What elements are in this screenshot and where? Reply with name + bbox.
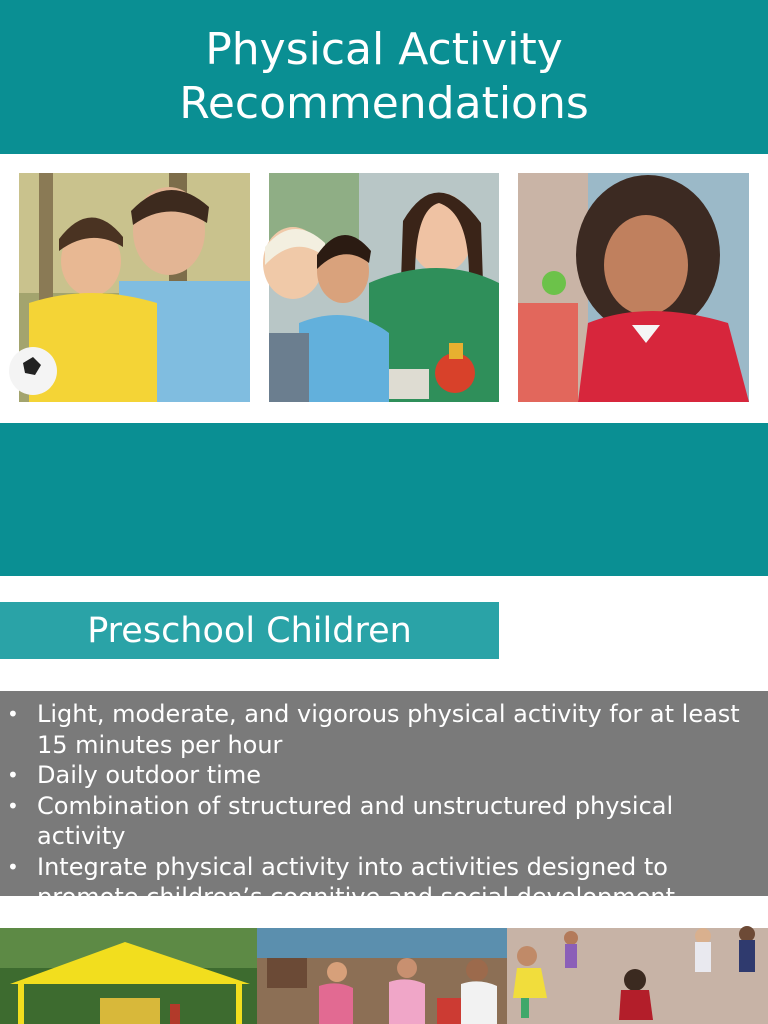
bullet-list — [0, 691, 768, 913]
title-banner — [0, 0, 768, 154]
woman-with-children-photo — [269, 173, 499, 402]
bullet-text: Integrate physical activity into activities designed to promote children’s cognitive and social development — [37, 852, 676, 911]
bullet-glyph: • — [7, 763, 19, 787]
bullet-glyph: • — [7, 702, 19, 726]
section-heading: Preschool Children — [0, 602, 499, 659]
bullet-glyph: • — [7, 854, 19, 879]
bullet-box — [0, 691, 768, 911]
page-title-line-1: Physical Activity — [205, 24, 563, 75]
outdoor-playground-photo — [0, 928, 257, 1024]
boy-and-man-photo — [19, 173, 250, 402]
bullet-item — [0, 852, 758, 913]
children-playing-outdoors-photo — [507, 928, 768, 1024]
bullet-text: Light, moderate, and vigorous physical activity for at least 15 minutes per hour — [37, 700, 740, 759]
bullet-item — [0, 760, 758, 791]
bullet-glyph: • — [7, 793, 19, 818]
bullet-text: Combination of structured and unstructured physical activity — [37, 791, 674, 850]
teal-divider-band — [0, 423, 768, 576]
smiling-girl-photo — [518, 173, 749, 402]
bullet-item — [0, 699, 758, 760]
bullet-item — [0, 791, 758, 852]
page-title-line-2: Recommendations — [179, 78, 589, 129]
bullet-text: Daily outdoor time — [37, 761, 261, 789]
classroom-stretching-photo — [257, 928, 507, 1024]
